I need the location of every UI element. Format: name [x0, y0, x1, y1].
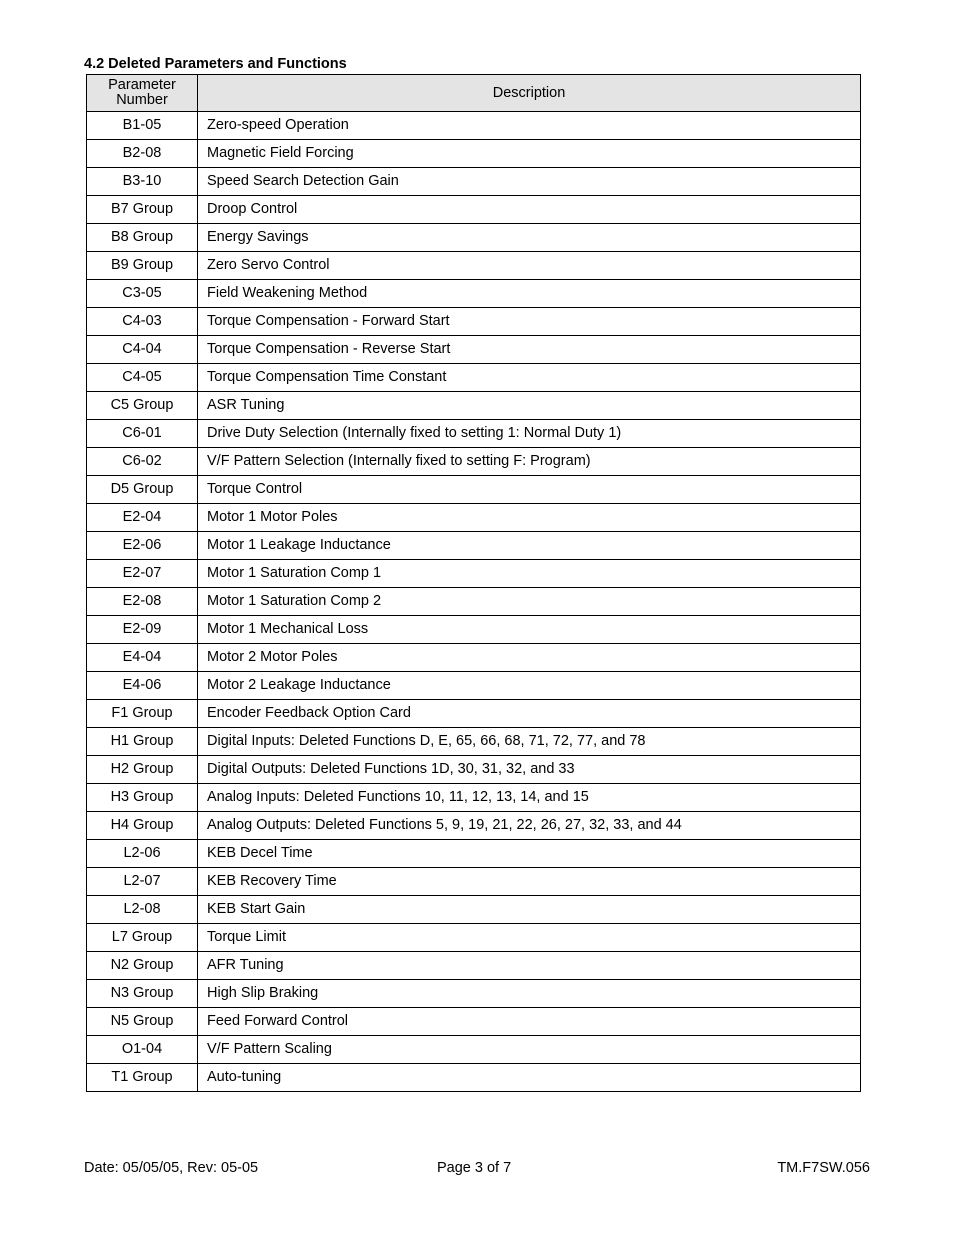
parameter-number-cell: E2-04 — [87, 504, 198, 532]
parameter-number-cell: E4-06 — [87, 672, 198, 700]
parameter-number-cell: B2-08 — [87, 140, 198, 168]
table-row — [87, 756, 861, 784]
table-row — [87, 644, 861, 672]
table-row — [87, 700, 861, 728]
footer-document-id: TM.F7SW.056 — [777, 1160, 870, 1176]
description-cell: Motor 1 Mechanical Loss — [198, 616, 861, 644]
description-cell: Motor 2 Motor Poles — [198, 644, 861, 672]
parameter-number-cell: N5 Group — [87, 1008, 198, 1036]
table-row — [87, 840, 861, 868]
description-cell: AFR Tuning — [198, 952, 861, 980]
deleted-parameters-table — [86, 74, 861, 1092]
parameter-number-cell: F1 Group — [87, 700, 198, 728]
description-cell: Analog Inputs: Deleted Functions 10, 11, 12, 13, 14, and 15 — [198, 784, 861, 812]
description-cell: Feed Forward Control — [198, 1008, 861, 1036]
table-row — [87, 252, 861, 280]
description-cell: Digital Inputs: Deleted Functions D, E, 65, 66, 68, 71, 72, 77, and 78 — [198, 728, 861, 756]
parameter-number-cell: L2-08 — [87, 896, 198, 924]
description-cell: Zero Servo Control — [198, 252, 861, 280]
table-row — [87, 812, 861, 840]
table-row — [87, 196, 861, 224]
parameter-number-cell: D5 Group — [87, 476, 198, 504]
description-cell: High Slip Braking — [198, 980, 861, 1008]
parameter-number-cell: C5 Group — [87, 392, 198, 420]
table-row — [87, 140, 861, 168]
table-row — [87, 336, 861, 364]
table-row — [87, 1008, 861, 1036]
description-cell: KEB Start Gain — [198, 896, 861, 924]
description-cell: Droop Control — [198, 196, 861, 224]
description-cell: Torque Limit — [198, 924, 861, 952]
parameter-number-cell: C4-03 — [87, 308, 198, 336]
table-row — [87, 308, 861, 336]
parameter-number-cell: E2-07 — [87, 560, 198, 588]
description-cell: Magnetic Field Forcing — [198, 140, 861, 168]
parameter-number-cell: B9 Group — [87, 252, 198, 280]
description-cell: ASR Tuning — [198, 392, 861, 420]
table-row — [87, 560, 861, 588]
parameter-number-cell: H2 Group — [87, 756, 198, 784]
table-row — [87, 672, 861, 700]
parameter-number-cell: L2-06 — [87, 840, 198, 868]
table-row — [87, 392, 861, 420]
description-cell: Encoder Feedback Option Card — [198, 700, 861, 728]
parameter-number-cell: C4-04 — [87, 336, 198, 364]
table-row — [87, 364, 861, 392]
header-description: Description — [198, 75, 861, 112]
table-row — [87, 868, 861, 896]
parameter-number-cell: L2-07 — [87, 868, 198, 896]
parameter-number-cell: N3 Group — [87, 980, 198, 1008]
header-parameter-number: Parameter Number — [87, 75, 198, 112]
table-row — [87, 504, 861, 532]
parameter-number-cell: B8 Group — [87, 224, 198, 252]
table-row — [87, 112, 861, 140]
parameter-number-cell: L7 Group — [87, 924, 198, 952]
table-row — [87, 532, 861, 560]
table-row — [87, 280, 861, 308]
table-body — [87, 112, 861, 1092]
table-row — [87, 924, 861, 952]
parameter-number-cell: B3-10 — [87, 168, 198, 196]
description-cell: Torque Compensation - Forward Start — [198, 308, 861, 336]
description-cell: Motor 2 Leakage Inductance — [198, 672, 861, 700]
section-title: 4.2 Deleted Parameters and Functions — [84, 56, 347, 72]
table-row — [87, 980, 861, 1008]
parameter-number-cell: C3-05 — [87, 280, 198, 308]
table-row — [87, 952, 861, 980]
parameter-number-cell: E2-08 — [87, 588, 198, 616]
description-cell: Analog Outputs: Deleted Functions 5, 9, 19, 21, 22, 26, 27, 32, 33, and 44 — [198, 812, 861, 840]
parameter-number-cell: B7 Group — [87, 196, 198, 224]
table-row — [87, 168, 861, 196]
parameter-number-cell: E2-09 — [87, 616, 198, 644]
parameter-number-cell: C4-05 — [87, 364, 198, 392]
description-cell: KEB Recovery Time — [198, 868, 861, 896]
table-header-row — [87, 75, 861, 112]
description-cell: Energy Savings — [198, 224, 861, 252]
footer-page-number: Page 3 of 7 — [437, 1160, 512, 1176]
table-row — [87, 784, 861, 812]
description-cell: Motor 1 Saturation Comp 2 — [198, 588, 861, 616]
parameter-number-cell: E4-04 — [87, 644, 198, 672]
description-cell: V/F Pattern Scaling — [198, 1036, 861, 1064]
footer-date: Date: 05/05/05, Rev: 05-05 — [84, 1160, 259, 1176]
description-cell: Speed Search Detection Gain — [198, 168, 861, 196]
table-row — [87, 616, 861, 644]
description-cell: V/F Pattern Selection (Internally fixed to setting F: Program) — [198, 448, 861, 476]
parameter-number-cell: H4 Group — [87, 812, 198, 840]
description-cell: Field Weakening Method — [198, 280, 861, 308]
description-cell: Torque Control — [198, 476, 861, 504]
parameter-number-cell: E2-06 — [87, 532, 198, 560]
description-cell: KEB Decel Time — [198, 840, 861, 868]
description-cell: Torque Compensation - Reverse Start — [198, 336, 861, 364]
description-cell: Motor 1 Saturation Comp 1 — [198, 560, 861, 588]
description-cell: Motor 1 Motor Poles — [198, 504, 861, 532]
table-row — [87, 1064, 861, 1092]
parameter-number-cell: H3 Group — [87, 784, 198, 812]
parameter-number-cell: C6-02 — [87, 448, 198, 476]
parameter-number-cell: N2 Group — [87, 952, 198, 980]
parameter-number-cell: B1-05 — [87, 112, 198, 140]
description-cell: Torque Compensation Time Constant — [198, 364, 861, 392]
table-row — [87, 224, 861, 252]
parameter-number-cell: O1-04 — [87, 1036, 198, 1064]
table-row — [87, 448, 861, 476]
table-row — [87, 420, 861, 448]
description-cell: Auto-tuning — [198, 1064, 861, 1092]
table-row — [87, 588, 861, 616]
description-cell: Digital Outputs: Deleted Functions 1D, 30, 31, 32, and 33 — [198, 756, 861, 784]
table-row — [87, 476, 861, 504]
parameter-number-cell: T1 Group — [87, 1064, 198, 1092]
description-cell: Drive Duty Selection (Internally fixed to setting 1: Normal Duty 1) — [198, 420, 861, 448]
description-cell: Motor 1 Leakage Inductance — [198, 532, 861, 560]
table-row — [87, 1036, 861, 1064]
table-row — [87, 896, 861, 924]
parameter-number-cell: H1 Group — [87, 728, 198, 756]
table-row — [87, 728, 861, 756]
parameter-number-cell: C6-01 — [87, 420, 198, 448]
description-cell: Zero-speed Operation — [198, 112, 861, 140]
